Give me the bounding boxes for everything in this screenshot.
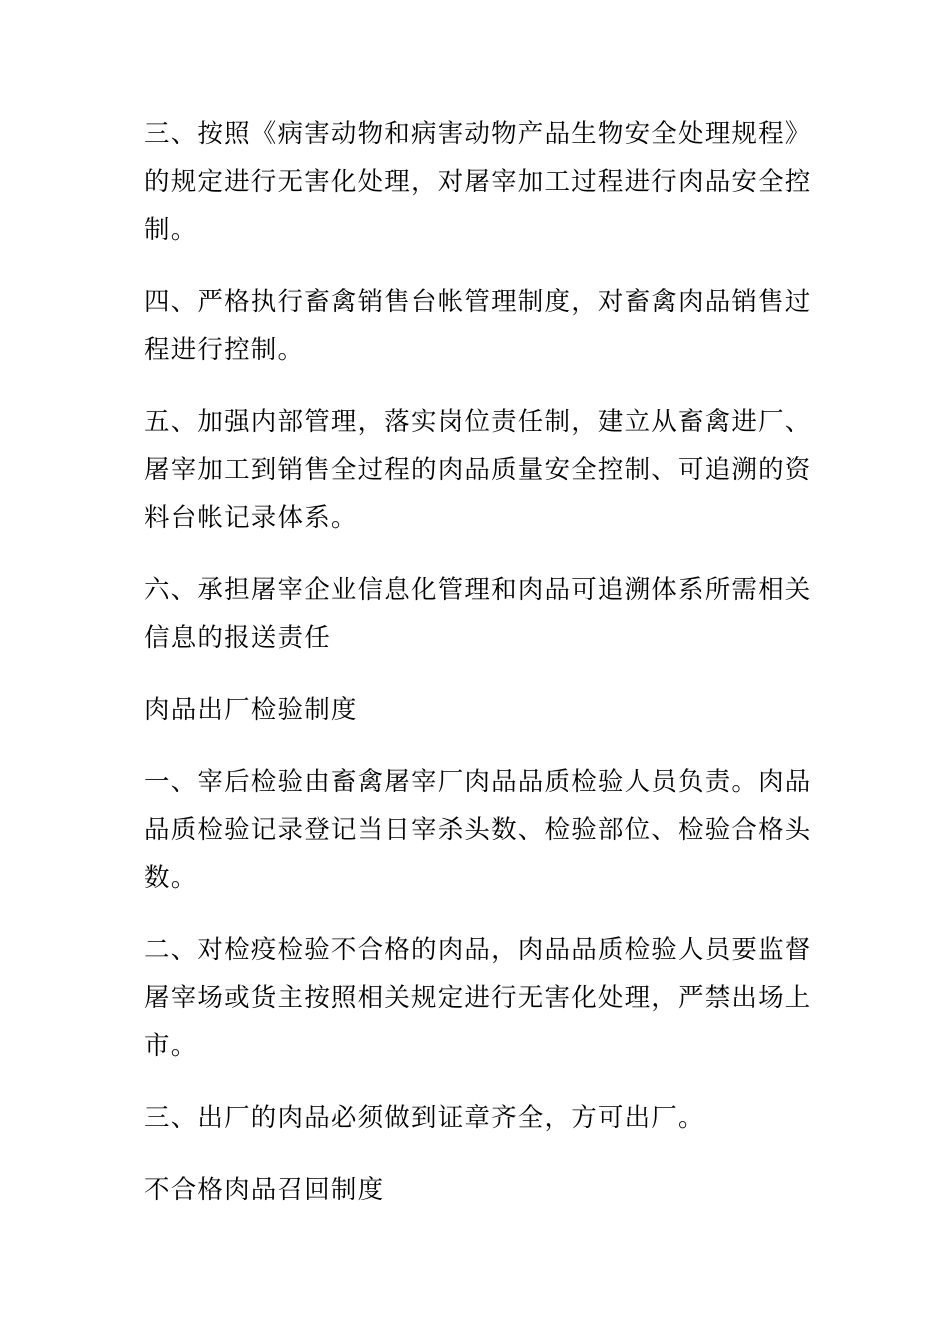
document-body — [144, 110, 816, 1238]
paragraph-disposal-procedure: 三、按照《病害动物和病害动物产品生物安全处理规程》的规定进行无害化处理，对屠宰加工过程进行肉品安全控制。 — [144, 119, 812, 245]
paragraph-internal-management: 五、加强内部管理，落实岗位责任制，建立从畜禽进厂、屠宰加工到销售全过程的肉品质量安全控制、可追溯的资料台帐记录体系。 — [144, 407, 812, 533]
paragraph-information-reporting: 六、承担屠宰企业信息化管理和肉品可追溯体系所需相关信息的报送责任 — [144, 575, 812, 653]
section-heading-exit-inspection: 肉品出厂检验制度 — [144, 695, 358, 725]
paragraph-sales-ledger: 四、严格执行畜禽销售台帐管理制度，对畜禽肉品销售过程进行控制。 — [144, 287, 812, 365]
section-heading-recall: 不合格肉品召回制度 — [144, 1175, 385, 1205]
paragraph-post-slaughter-inspection: 一、宰后检验由畜禽屠宰厂肉品品质检验人员负责。肉品品质检验记录登记当日宰杀头数、检验部位、检验合格头数。 — [144, 767, 812, 893]
paragraph-unqualified-handling: 二、对检疫检验不合格的肉品，肉品品质检验人员要监督屠宰场或货主按照相关规定进行无害化处理，严禁出场上市。 — [144, 935, 812, 1061]
paragraph-certificates-required: 三、出厂的肉品必须做到证章齐全，方可出厂。 — [144, 1103, 705, 1133]
